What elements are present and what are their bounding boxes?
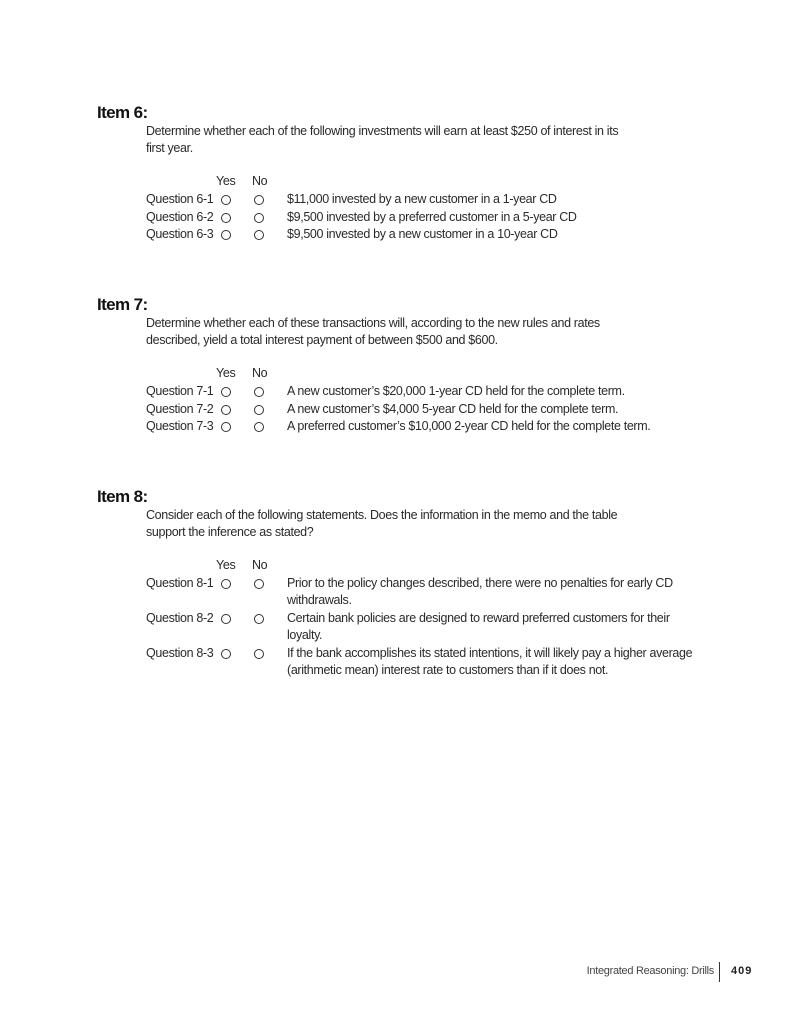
question-label: Question 8-1 <box>146 576 214 590</box>
no-radio[interactable] <box>254 213 264 223</box>
question-text: $9,500 invested by a preferred customer in a 5-year CD <box>287 209 577 224</box>
yes-radio[interactable] <box>221 387 231 397</box>
question-label: Question 8-2 <box>146 611 214 625</box>
footer-section-title: Integrated Reasoning: Drills <box>586 965 714 977</box>
page-number: 409 <box>731 965 753 977</box>
no-radio[interactable] <box>254 405 264 415</box>
question-label: Question 7-2 <box>146 401 214 416</box>
question-row <box>146 610 706 644</box>
question-row <box>146 191 706 209</box>
question-row <box>146 209 706 227</box>
question-text: Certain bank policies are designed to reward preferred customers for their loyalty. <box>287 611 670 642</box>
yes-column-header: Yes <box>216 366 236 380</box>
question-row <box>146 226 706 244</box>
question-label: Question 6-1 <box>146 192 214 206</box>
question-label: Question 7-3 <box>146 419 214 433</box>
item-heading: Item 7: <box>97 295 148 314</box>
question-row <box>146 645 706 679</box>
yes-radio[interactable] <box>221 422 231 432</box>
no-radio[interactable] <box>254 614 264 624</box>
no-column-header: No <box>252 174 268 188</box>
yes-column-header: Yes <box>216 558 236 572</box>
question-label: Question 6-3 <box>146 227 214 241</box>
footer-divider <box>719 962 720 982</box>
question-row <box>146 418 706 436</box>
yes-radio[interactable] <box>221 614 231 624</box>
yes-radio[interactable] <box>221 230 231 240</box>
item-description: Determine whether each of the following investments will earn at least $250 of interest in its first year. <box>146 124 619 155</box>
question-row <box>146 575 706 609</box>
question-text: A new customer’s $20,000 1-year CD held for the complete term. <box>287 384 625 398</box>
no-radio[interactable] <box>254 422 264 432</box>
yes-radio[interactable] <box>221 195 231 205</box>
question-text: If the bank accomplishes its stated intentions, it will likely pay a higher average (arithmetic mean) interest rate to customers than if it does not. <box>287 646 693 677</box>
no-radio[interactable] <box>254 387 264 397</box>
yes-radio[interactable] <box>221 213 231 223</box>
yes-radio[interactable] <box>221 649 231 659</box>
page-footer <box>560 962 760 982</box>
question-row <box>146 383 706 401</box>
yes-radio[interactable] <box>221 405 231 415</box>
yes-radio[interactable] <box>221 579 231 589</box>
question-label: Question 7-1 <box>146 384 214 398</box>
yes-column-header: Yes <box>216 174 236 188</box>
no-radio[interactable] <box>254 649 264 659</box>
question-text: A preferred customer’s $10,000 2-year CD held for the complete term. <box>287 419 651 433</box>
question-text: $11,000 invested by a new customer in a 1-year CD <box>287 192 557 206</box>
no-radio[interactable] <box>254 579 264 589</box>
question-row <box>146 401 706 419</box>
question-label: Question 6-2 <box>146 209 214 224</box>
question-text: A new customer’s $4,000 5-year CD held for the complete term. <box>287 401 619 416</box>
question-text: $9,500 invested by a new customer in a 10-year CD <box>287 227 558 241</box>
no-radio[interactable] <box>254 230 264 240</box>
no-column-header: No <box>252 558 268 572</box>
question-label: Question 8-3 <box>146 646 214 660</box>
question-text: Prior to the policy changes described, there were no penalties for early CD withdrawals. <box>287 576 673 607</box>
item-heading: Item 6: <box>97 103 148 122</box>
no-column-header: No <box>252 366 268 380</box>
item-description: Consider each of the following statements. Does the information in the memo and the table support the inference as stated? <box>146 508 618 539</box>
item-heading: Item 8: <box>97 487 148 506</box>
no-radio[interactable] <box>254 195 264 205</box>
item-description: Determine whether each of these transactions will, according to the new rules and rates described, yield a total interest payment of between $500 and $600. <box>146 316 600 347</box>
